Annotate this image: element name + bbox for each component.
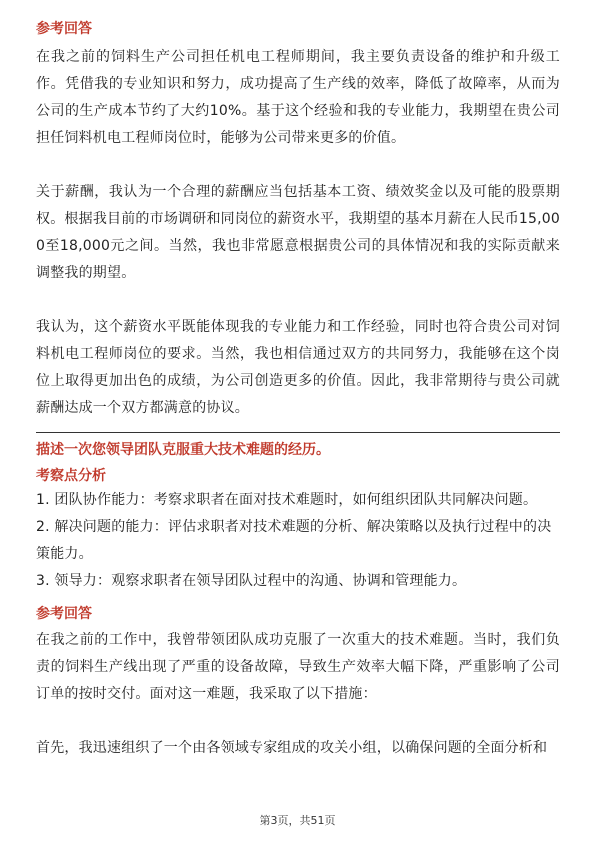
analysis-heading: 考察点分析 (36, 468, 106, 484)
question-title: 描述一次您领导团队克服重大技术难题的经历。 (36, 442, 330, 458)
reference-answer-heading: 参考回答 (36, 21, 92, 37)
answer-paragraph: 关于薪酬，我认为一个合理的薪酬应当包括基本工资、绩效奖金以及可能的股票期权。根据我目前的市场调研和同岗位的薪资水平，我期望的基本月薪在人民币15,000至18,000元之间。当然，我也非常愿意根据贵公司的具体情况和我的实际贡献来调整我的期望。 (36, 184, 560, 281)
answer-paragraph: 在我之前的饲料生产公司担任机电工程师期间，我主要负责设备的维护和升级工作。凭借我的专业知识和努力，成功提高了生产线的效率，降低了故障率，从而为公司的生产成本节约了大约10%。基于这个经验和我的专业能力，我期望在贵公司担任饲料机电工程师岗位时，能够为公司带来更多的价值。 (36, 49, 560, 146)
answer-paragraph: 首先，我迅速组织了一个由各领域专家组成的攻关小组，以确保问题的全面分析和 (36, 740, 548, 756)
answer-paragraph: 我认为，这个薪资水平既能体现我的专业能力和工作经验，同时也符合贵公司对饲料机电工程师岗位的要求。当然，我也相信通过双方的共同努力，我能够在这个岗位上取得更加出色的成绩，为公司创造更多的价值。因此，我非常期待与贵公司就薪酬达成一个双方都满意的协议。 (36, 319, 560, 416)
page-number: 第3页，共51页 (259, 814, 336, 827)
analysis-point: 1. 团队协作能力：考察求职者在面对技术难题时，如何组织团队共同解决问题。 (36, 492, 538, 508)
document-page (36, 18, 560, 762)
section-divider (36, 432, 560, 433)
analysis-point: 3. 领导力：观察求职者在领导团队过程中的沟通、协调和管理能力。 (36, 573, 467, 589)
answer-paragraph: 在我之前的工作中，我曾带领团队成功克服了一次重大的技术难题。当时，我们负责的饲料生产线出现了严重的设备故障，导致生产效率大幅下降，严重影响了公司订单的按时交付。面对这一难题，我采取了以下措施： (36, 632, 560, 702)
reference-answer-heading: 参考回答 (36, 606, 92, 622)
analysis-point: 2. 解决问题的能力：评估求职者对技术难题的分析、解决策略以及执行过程中的决策能力。 (36, 519, 552, 562)
